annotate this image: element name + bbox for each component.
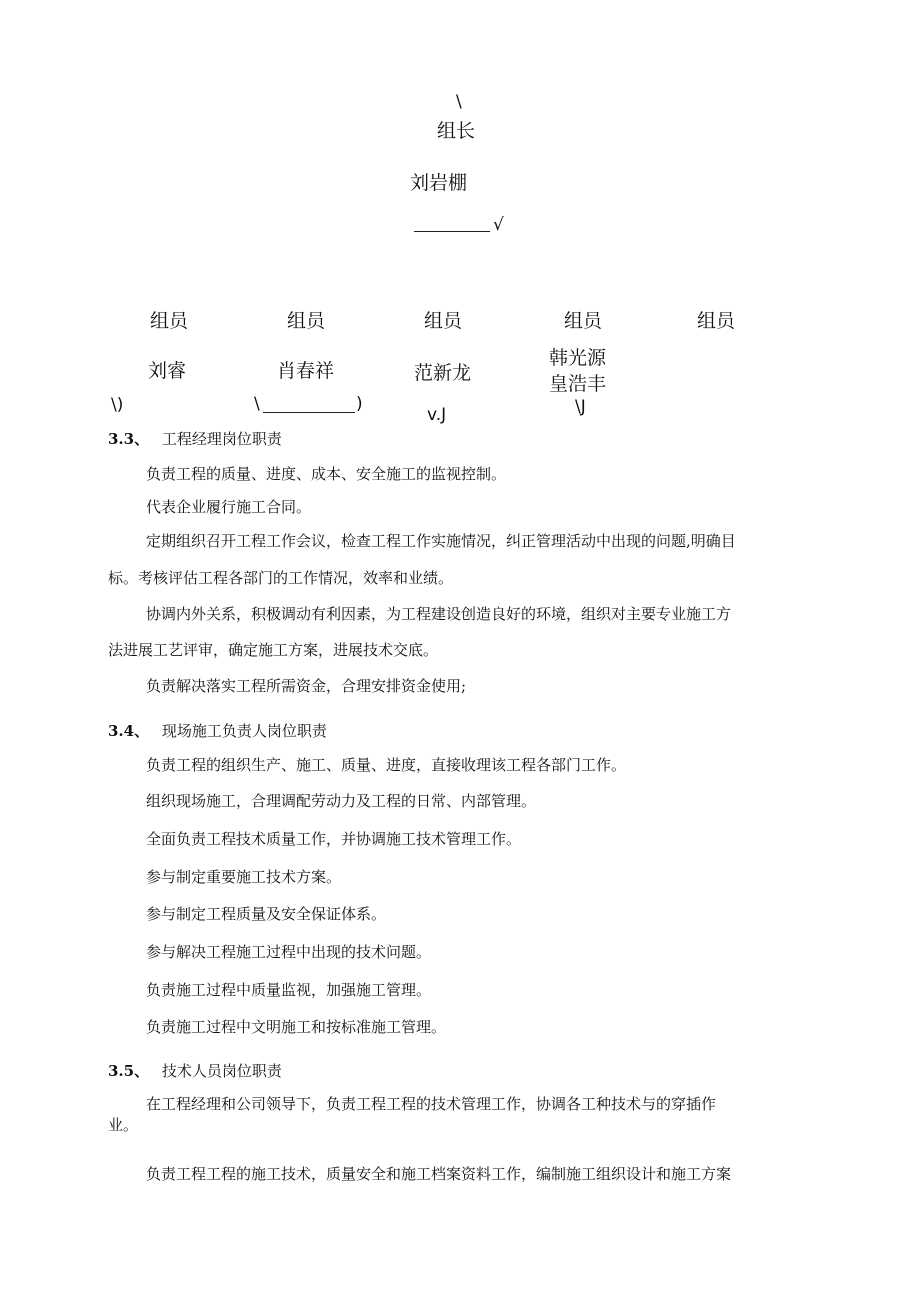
member-2-title: 组员: [287, 310, 326, 332]
section-number: 3.4、: [108, 722, 150, 740]
member-2-mark-left: \: [254, 394, 260, 414]
paragraph: 负责施工过程中文明施工和按标准施工管理。: [146, 1018, 447, 1036]
leader-underline: [414, 231, 490, 232]
paragraph: 定期组织召开工程工作会议，检查工程工作实施情况，纠正管理活动中出现的问题,明确目: [146, 532, 736, 550]
paragraph-continuation: 标。考核评估工程各部门的工作情况，效率和业绩。: [108, 569, 454, 587]
paragraph: 全面负责工程技术质量工作，并协调施工技术管理工作。: [146, 830, 522, 848]
paragraph: 负责工程的质量、进度、成本、安全施工的监视控制。: [146, 465, 507, 483]
section-number: 3.3、: [108, 430, 150, 448]
member-3-title: 组员: [424, 310, 463, 332]
member-5-title: 组员: [697, 310, 736, 332]
leader-check-mark: √: [493, 215, 504, 235]
paragraph: 负责工程工程的施工技术，质量安全和施工档案资料工作，编制施工组织设计和施工方案: [146, 1165, 732, 1183]
member-1-name: 刘睿: [148, 360, 187, 382]
member-4-name-2: 皇浩丰: [549, 373, 607, 395]
member-3-name: 范新龙: [414, 362, 472, 384]
member-4-name: 韩光源: [549, 347, 607, 369]
section-title: 技术人员岗位职责: [161, 1062, 282, 1080]
member-4-title: 组员: [564, 310, 603, 332]
paragraph: 负责解决落实工程所需资金，合理安排资金使用;: [146, 677, 467, 695]
paragraph: 组织现场施工，合理调配劳动力及工程的日常、内部管理。: [146, 792, 537, 810]
member-1-title: 组员: [150, 310, 189, 332]
section-number: 3.5、: [108, 1062, 150, 1080]
section-heading: [108, 1060, 282, 1081]
paragraph-continuation: 业。: [108, 1116, 139, 1134]
member-1-mark: \): [111, 395, 124, 415]
member-3-mark: v.J: [427, 405, 447, 425]
section-title: 工程经理岗位职责: [161, 430, 282, 448]
section-heading: [108, 428, 282, 449]
paragraph: 负责工程的组织生产、施工、质量、进度，直接收理该工程各部门工作。: [146, 756, 627, 774]
leader-top-mark: \: [456, 92, 462, 112]
section-title: 现场施工负责人岗位职责: [161, 722, 327, 740]
member-2-name: 肖春祥: [277, 360, 335, 382]
paragraph: 在工程经理和公司领导下，负责工程工程的技术管理工作，协调各工种技术与的穿插作: [146, 1095, 717, 1113]
paragraph: 负责施工过程中质量监视，加强施工管理。: [146, 981, 432, 999]
member-2-underline: [263, 412, 355, 413]
leader-title: 组长: [437, 120, 476, 142]
paragraph: 参与制定重要施工技术方案。: [146, 868, 342, 886]
member-4-mark: \J: [575, 397, 586, 417]
paragraph: 参与解决工程施工过程中出现的技术问题。: [146, 943, 432, 961]
paragraph-continuation: 法进展工艺评审，确定施工方案，进展技术交底。: [108, 641, 439, 659]
paragraph: 协调内外关系，积极调动有利因素，为工程建设创造良好的环境，组织对主要专业施工方: [146, 605, 732, 623]
leader-name: 刘岩棚: [410, 172, 468, 194]
paragraph: 参与制定工程质量及安全保证体系。: [146, 905, 387, 923]
paragraph: 代表企业履行施工合同。: [146, 498, 312, 516]
member-2-mark-right: ): [356, 394, 363, 414]
section-heading: [108, 720, 327, 741]
